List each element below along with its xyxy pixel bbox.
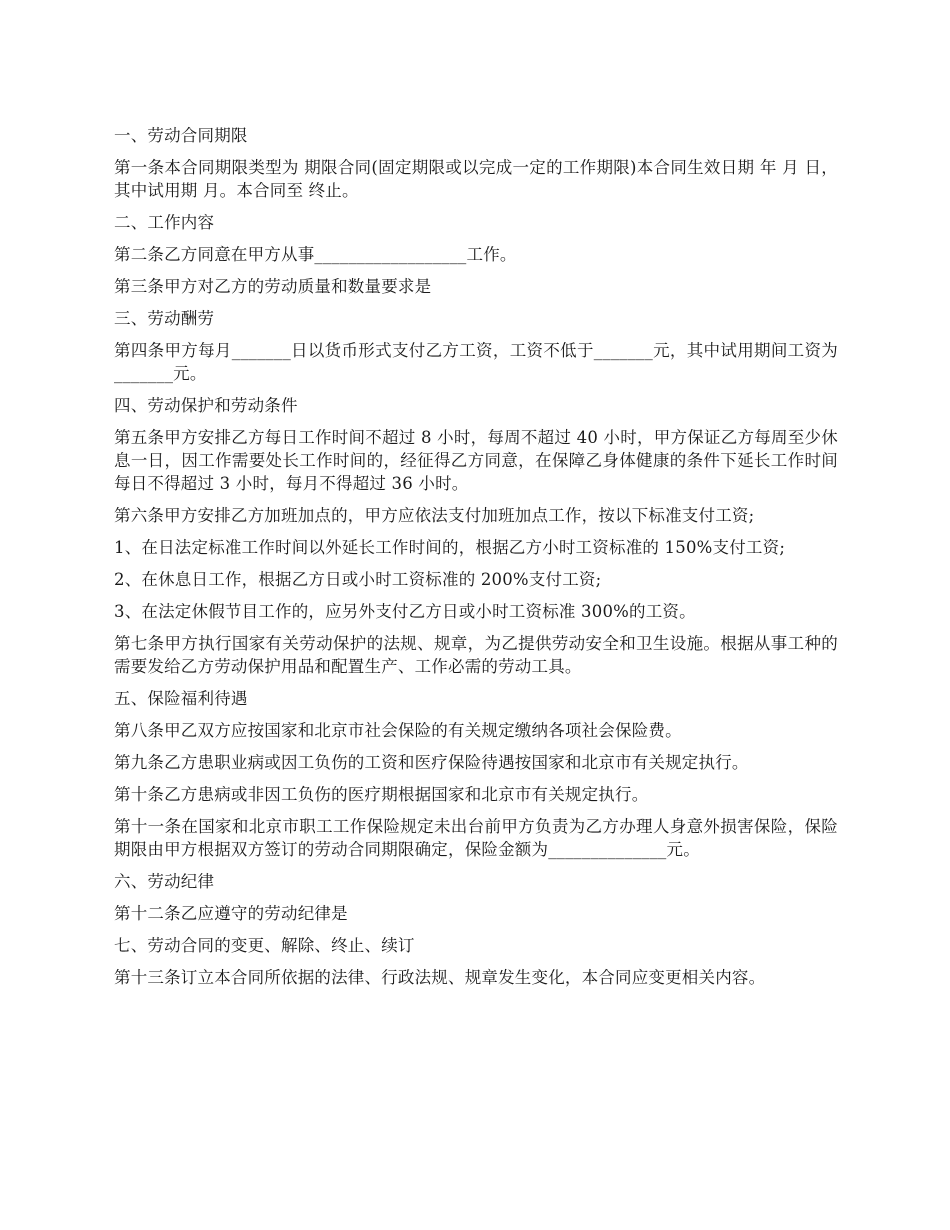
article-12: 第十二条乙应遵守的劳动纪律是: [114, 904, 348, 923]
article-6-item-1: 1、在日法定标准工作时间以外延长工作时间的，根据乙方小时工资标准的 150%支付工资;: [114, 538, 786, 557]
article-4: 第四条甲方每月_______日以货币形式支付乙方工资，工资不低于_______元，其中试用期间工资为_______元。: [114, 341, 838, 383]
article-6-item-3: 3、在法定休假节目工作的，应另外支付乙方日或小时工资标准 300%的工资。: [114, 602, 696, 621]
section-heading-contract-changes: 七、劳动合同的变更、解除、终止、续订: [114, 936, 415, 955]
article-6-item-2: 2、在休息日工作，根据乙方日或小时工资标准的 200%支付工资;: [114, 570, 602, 589]
section-heading-insurance-welfare: 五、保险福利待遇: [114, 689, 248, 708]
article-6: 第六条甲方安排乙方加班加点的，甲方应依法支付加班加点工作，按以下标准支付工资;: [114, 506, 755, 525]
article-1: 第一条本合同期限类型为 期限合同(固定期限或以完成一定的工作期限)本合同生效日期 年 月 日，其中试用期 月。本合同至 终止。: [114, 158, 838, 200]
article-3: 第三条甲方对乙方的劳动质量和数量要求是: [114, 277, 432, 296]
section-heading-labor-discipline: 六、劳动纪律: [114, 872, 215, 891]
section-heading-work-content: 二、工作内容: [114, 213, 215, 232]
section-heading-labor-protection: 四、劳动保护和劳动条件: [114, 396, 298, 415]
article-5: 第五条甲方安排乙方每日工作时间不超过 8 小时，每周不超过 40 小时，甲方保证乙方每周至少休息一日，因工作需要处长工作时间的，经征得乙方同意，在保障乙身体健康的条件下延长工作时间每日不得超过 3 小时，每月不得超过 36 小时。: [114, 428, 838, 493]
document-body: [114, 124, 838, 998]
section-heading-remuneration: 三、劳动酬劳: [114, 309, 215, 328]
section-heading-contract-term: 一、劳动合同期限: [114, 126, 248, 145]
article-11: 第十一条在国家和北京市职工工作保险规定未出台前甲方负责为乙方办理人身意外损害保险，保险期限由甲方根据双方签订的劳动合同期限确定，保险金额为______________元。: [114, 817, 838, 859]
article-2: 第二条乙方同意在甲方从事__________________工作。: [114, 245, 517, 264]
article-9: 第九条乙方患职业病或因工负伤的工资和医疗保险待遇按国家和北京市有关规定执行。: [114, 753, 749, 772]
article-10: 第十条乙方患病或非因工负伤的医疗期根据国家和北京市有关规定执行。: [114, 785, 649, 804]
article-8: 第八条甲乙双方应按国家和北京市社会保险的有关规定缴纳各项社会保险费。: [114, 721, 682, 740]
article-7: 第七条甲方执行国家有关劳动保护的法规、规章，为乙提供劳动安全和卫生设施。根据从事工种的需要发给乙方劳动保护用品和配置生产、工作必需的劳动工具。: [114, 634, 838, 676]
article-13: 第十三条订立本合同所依据的法律、行政法规、规章发生变化，本合同应变更相关内容。: [114, 968, 766, 987]
